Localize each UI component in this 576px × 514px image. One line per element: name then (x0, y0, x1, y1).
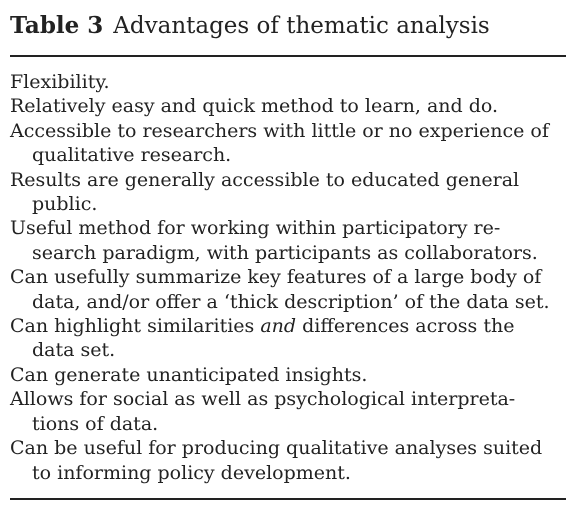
list-item (10, 70, 570, 94)
row-text (10, 314, 570, 338)
advantages-list (10, 70, 570, 485)
table-title: Advantages of thematic analysis (113, 13, 490, 39)
list-item (10, 265, 570, 314)
row-text-emphasis: and (260, 315, 297, 338)
row-text: Can be useful for producing qualitative analyses suited (10, 437, 543, 460)
row-text-continued: data, and/or offer a ‘thick description’ of the data set. (32, 290, 550, 313)
list-item (10, 363, 570, 387)
table-caption (10, 12, 490, 40)
row-text-continued: tions of data. (32, 412, 159, 435)
row-text-continued: qualitative research. (32, 144, 232, 167)
row-text-post: differences across the (296, 315, 515, 338)
row-text: Allows for social as well as psychological interpreta- (10, 388, 516, 411)
bottom-rule (10, 498, 566, 500)
row-text: Can usefully summarize key features of a large body of (10, 266, 542, 289)
row-text-continued: search paradigm, with participants as collaborators. (32, 241, 538, 264)
list-item (10, 314, 570, 363)
row-text: Results are generally accessible to educated general (10, 168, 520, 191)
list-item (10, 387, 570, 436)
row-text-pre: Can highlight similarities (10, 315, 261, 338)
row-text: Accessible to researchers with little or no experience of (10, 119, 549, 142)
row-text: Flexibility. (10, 71, 110, 93)
row-text: Can generate unanticipated insights. (10, 363, 368, 386)
list-item (10, 168, 570, 217)
row-text-continued: public. (32, 193, 98, 216)
row-text-continued: data set. (32, 339, 116, 362)
row-text: Useful method for working within participatory re- (10, 217, 501, 240)
top-rule (10, 55, 566, 57)
list-item (10, 94, 570, 118)
list-item (10, 119, 570, 168)
list-item (10, 436, 570, 485)
row-text: Relatively easy and quick method to learn, and do. (10, 95, 499, 118)
list-item (10, 216, 570, 265)
row-text-continued: to informing policy development. (32, 461, 351, 484)
table-label: Table 3 (10, 12, 104, 39)
